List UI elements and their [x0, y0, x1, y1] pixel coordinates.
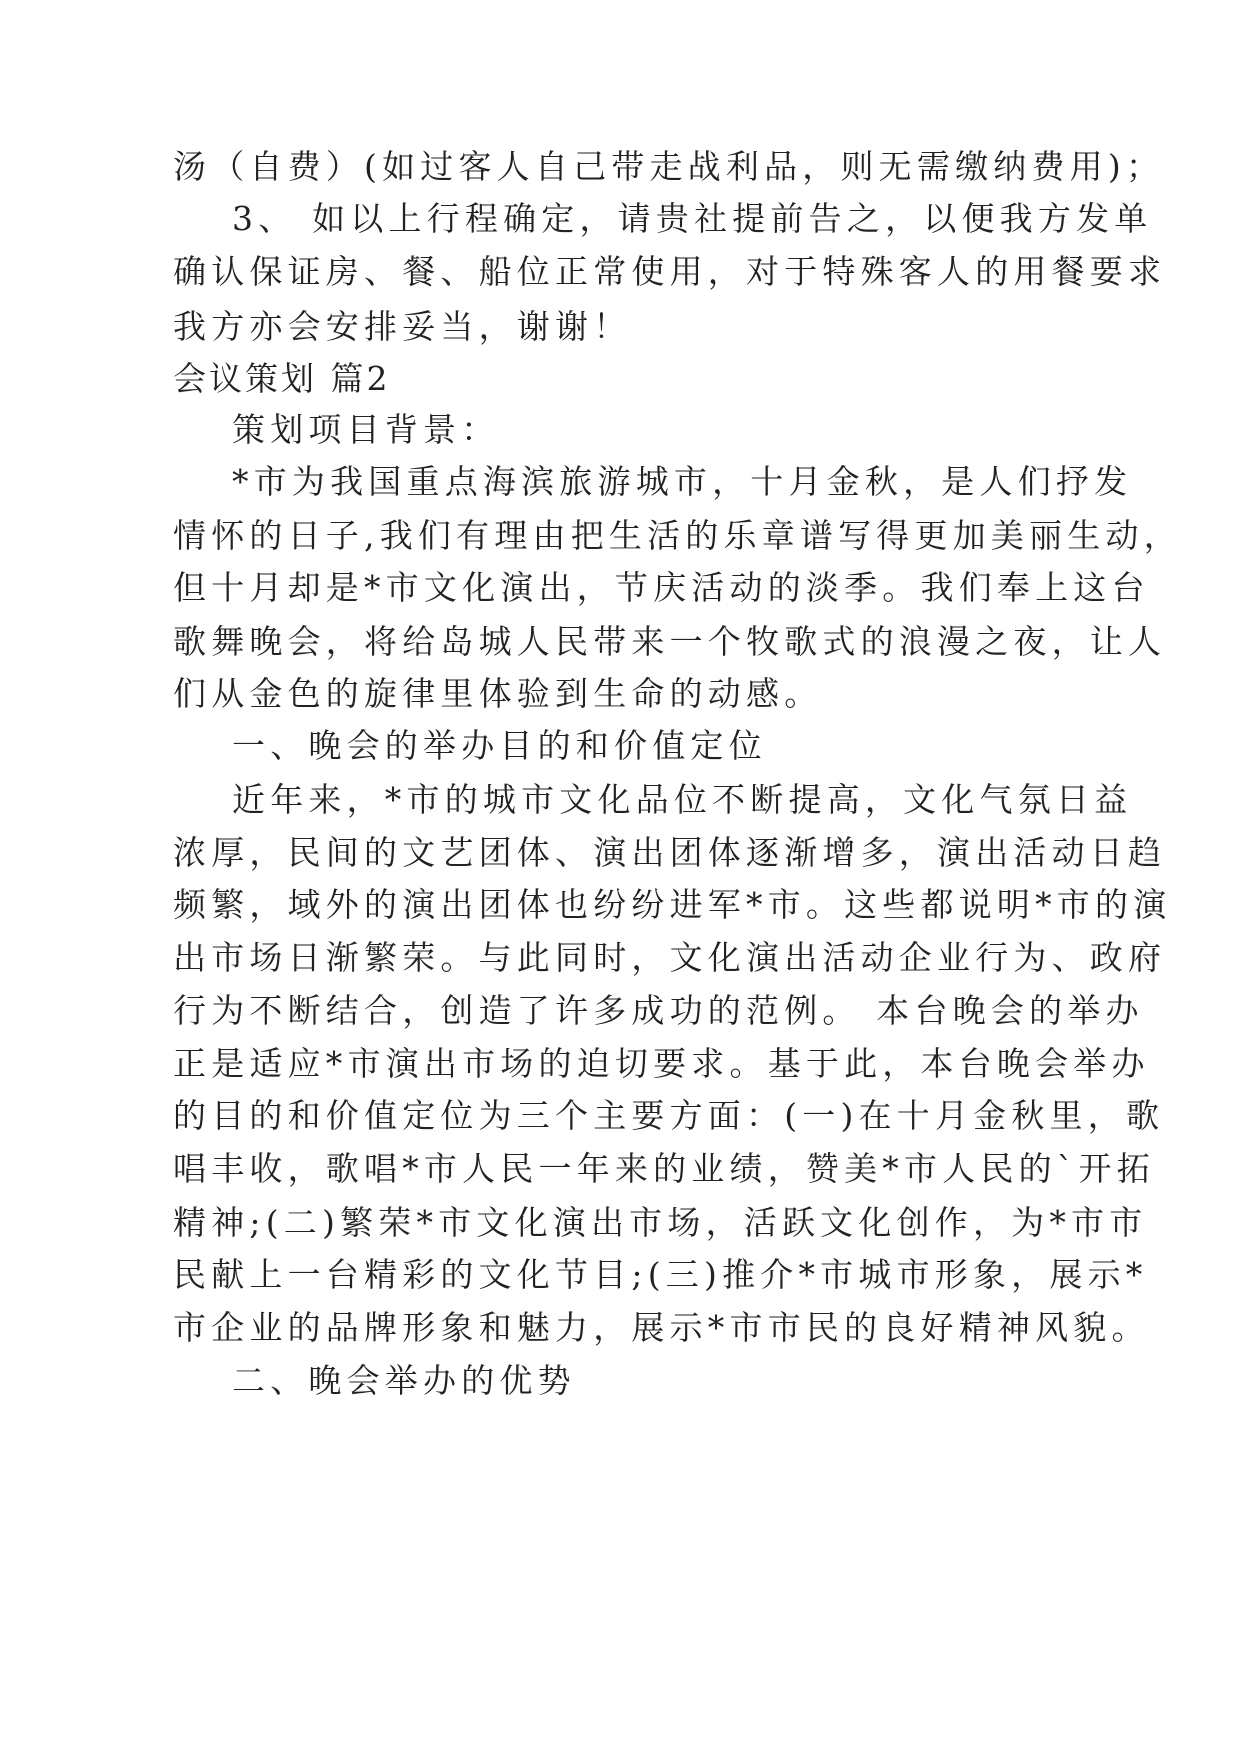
text-line: 民献上一台精彩的文化节目;(三)推介*市城市形象，展示* [173, 1255, 1148, 1294]
text-line: 情怀的日子,我们有理由把生活的乐章谱写得更加美丽生动， [173, 516, 1182, 555]
section-title: 会议策划 篇2 [173, 359, 391, 398]
text-line: 3、 如以上行程确定，请贵社提前告之，以便我方发单 [232, 199, 1153, 238]
text-line: 市企业的品牌形象和魅力，展示*市市民的良好精神风貌。 [173, 1308, 1150, 1347]
text-line: *市为我国重点海滨旅游城市，十月金秋，是人们抒发 [232, 462, 1133, 501]
text-line: 行为不断结合，创造了许多成功的范例。 本台晚会的举办 [173, 991, 1144, 1030]
text-line: 们从金色的旋律里体验到生命的动感。 [173, 674, 823, 713]
text-line: 策划项目背景： [232, 410, 500, 449]
text-line: 频繁，域外的演出团体也纷纷进军*市。这些都说明*市的演 [173, 885, 1172, 924]
text-line: 我方亦会安排妥当，谢谢！ [173, 307, 632, 346]
text-line: 汤（自费）(如过客人自己带走战利品，则无需缴纳费用)； [173, 147, 1165, 186]
text-line: 精神;(二)繁荣*市文化演出市场，活跃文化创作，为*市市 [173, 1203, 1148, 1242]
text-line: 浓厚，民间的文艺团体、演出团体逐渐增多，演出活动日趋 [173, 833, 1167, 872]
text-line: 近年来，*市的城市文化品位不断提高，文化气氛日益 [232, 780, 1133, 819]
subheading: 二、晚会举办的优势 [232, 1361, 576, 1400]
text-line: 确认保证房、餐、船位正常使用，对于特殊客人的用餐要求 [173, 252, 1167, 291]
text-line: 但十月却是*市文化演出，节庆活动的淡季。我们奉上这台 [173, 568, 1150, 607]
text-line: 的目的和价值定位为三个主要方面：(一)在十月金秋里，歌 [173, 1096, 1165, 1135]
text-line: 唱丰收，歌唱*市人民一年来的业绩，赞美*市人民的`开拓 [173, 1149, 1155, 1188]
text-line: 出市场日渐繁荣。与此同时，文化演出活动企业行为、政府 [173, 938, 1167, 977]
text-line: 歌舞晚会，将给岛城人民带来一个牧歌式的浪漫之夜，让人 [173, 622, 1167, 661]
subheading: 一、晚会的举办目的和价值定位 [232, 726, 767, 765]
text-line: 正是适应*市演出市场的迫切要求。基于此，本台晚会举办 [173, 1044, 1150, 1083]
